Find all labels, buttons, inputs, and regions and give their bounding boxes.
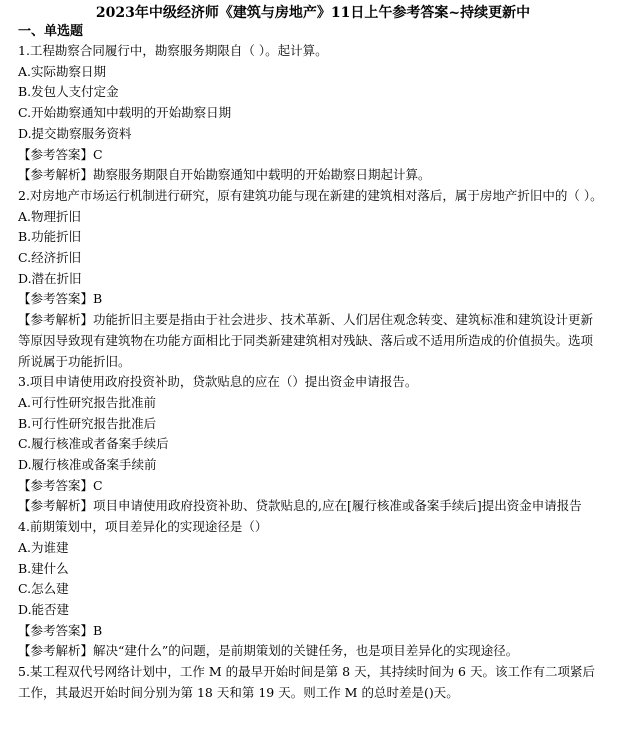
question-4-option-d: D.能否建: [18, 601, 70, 617]
question-4: [18, 517, 608, 662]
section-heading: 一、单选题: [18, 24, 84, 39]
question-1-option-a: A.实际勘察日期: [18, 63, 107, 79]
question-1-option-c: C.开始勘察通知中载明的开始勘察日期: [18, 105, 232, 121]
question-2-option-c: C.经济折旧: [18, 250, 82, 266]
question-4-option-b: B.建什么: [18, 560, 69, 576]
question-4-option-a: A.为谁建: [18, 539, 69, 555]
question-1-answer: 【参考答案】C: [18, 146, 103, 162]
question-2: [18, 186, 608, 372]
question-1-option-b: B.发包人支付定金: [18, 84, 119, 100]
question-3-option-b: B.可行性研究报告批准后: [18, 415, 157, 431]
question-1-stem: 1.工程勘察合同履行中，勘察服务期限自（ ）。起计算。: [18, 43, 328, 58]
question-4-answer: 【参考答案】B: [18, 622, 103, 638]
question-2-option-b: B.功能折旧: [18, 229, 82, 245]
question-3-stem: 3.项目申请使用政府投资补助，贷款贴息的应在（）提出资金申请报告。: [18, 374, 418, 390]
question-2-option-a: A.物理折旧: [18, 208, 82, 224]
question-3-option-a: A.可行性研究报告批准前: [18, 394, 157, 410]
document-title: 2023年中级经济师《建筑与房地产》11日上午参考答案~持续更新中: [95, 5, 531, 21]
question-5: [18, 662, 608, 703]
question-4-analysis: 【参考解析】解决“建什么”的问题，是前期策划的关键任务，也是项目差异化的实现途径。: [18, 643, 519, 659]
question-5-stem: 5.某工程双代号网络计划中，工作 M 的最早开始时间是第 8 天，其持续时间为 6 天。该工作有二项紧后工作，其最迟开始时间分别为第 18 天和第 19 天。则工作 M 的总时差是()天。: [18, 664, 595, 700]
question-2-answer: 【参考答案】B: [18, 291, 103, 307]
question-3-option-d: D.履行核准或备案手续前: [18, 457, 157, 473]
question-2-option-d: D.潜在折旧: [18, 270, 82, 286]
question-1: [18, 41, 608, 186]
question-3: [18, 372, 608, 517]
question-1-analysis: 【参考解析】勘察服务期限自开始勘察通知中载明的开始勘察日期起计算。: [18, 167, 431, 183]
question-2-stem: 2.对房地产市场运行机制进行研究，原有建筑功能与现在新建的建筑相对落后，属于房地产折旧中的（ ）。: [18, 187, 603, 203]
question-2-analysis: 【参考解析】功能折旧主要是指由于社会进步、技术革新、人们居住观念转变、建筑标准和建筑设计更新等原因导致现有建筑物在功能方面相比于同类新建建筑相对残缺、落后或不适用所造成的价值损失。选项所说属于功能折旧。: [18, 312, 594, 369]
question-3-analysis: 【参考解析】项目申请使用政府投资补助、贷款贴息的,应在[履行核准或备案手续后]提出资金申请报告: [18, 498, 582, 514]
question-1-option-d: D.提交勘察服务资料: [18, 125, 132, 141]
question-4-stem: 4.前期策划中，项目差异化的实现途径是（）: [18, 519, 268, 535]
question-3-answer: 【参考答案】C: [18, 477, 103, 493]
question-4-option-c: C.怎么建: [18, 581, 69, 597]
question-3-option-c: C.履行核准或者备案手续后: [18, 436, 169, 452]
